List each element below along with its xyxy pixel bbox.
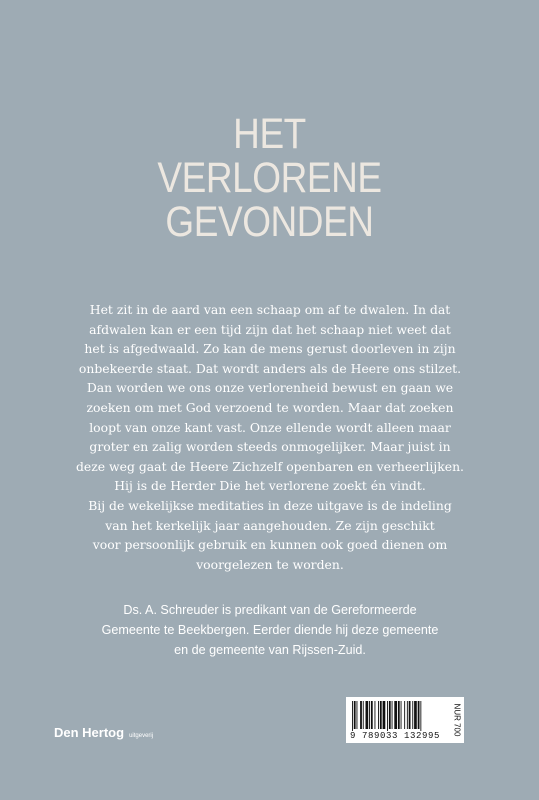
barcode-bar: [394, 701, 397, 729]
isbn-barcode: [346, 697, 450, 743]
publisher-subtitle: uitgeverij: [129, 733, 154, 739]
blurb-line: Dan worden we ons onze verlorenheid bewust en gaan we: [86, 380, 454, 396]
blurb-line: afdwalen kan er een tijd zijn dat het schaap niet weet dat: [89, 321, 451, 337]
barcode-bar: [387, 701, 388, 731]
blurb-line: zoeken om met God verzoend te worden. Maar dat zoeken: [86, 399, 454, 415]
blurb-line: loopt van onze kant vast. Onze ellende wordt alleen maar: [89, 419, 451, 435]
author-line: Ds. A. Schreuder is predikant van de Gereformeerde: [123, 603, 417, 617]
blurb-line: van het kerkelijk jaar aangehouden. Ze zijn geschikt: [105, 517, 435, 533]
barcode-bar: [383, 701, 386, 729]
book-title: [38, 112, 502, 244]
publisher-name: Den Hertog: [54, 725, 125, 740]
title-line-1: HET: [233, 110, 306, 158]
barcode-bar: [420, 701, 421, 731]
isbn-number: 9 789033 132995: [350, 731, 441, 741]
barcode-bar: [360, 701, 362, 729]
barcode-bar: [378, 701, 379, 729]
barcode-bar: [352, 701, 353, 731]
author-line: Gemeente te Beekbergen. Eerder diende hij deze gemeente: [101, 623, 439, 637]
blurb-line: voorgelezen te worden.: [196, 556, 344, 572]
barcode-bar: [418, 701, 420, 729]
publisher-logo: [54, 725, 153, 740]
barcode-bars-icon: [346, 697, 450, 731]
title-line-2: VERLORENE: [157, 154, 382, 202]
barcode-bar: [404, 701, 405, 729]
barcode-bar: [409, 701, 411, 729]
blurb-line: onbekeerde staat. Dat wordt anders als de Heere ons stilzet.: [78, 360, 462, 376]
blurb-line: Het zit in de aard van een schaap om af te dwalen. In dat: [89, 302, 451, 317]
blurb-line: Bij de wekelijkse meditaties in deze uitgave is de indeling: [88, 497, 452, 513]
barcode-bar: [357, 701, 358, 729]
title-line-3: GEVONDEN: [165, 198, 374, 246]
author-bio: [60, 600, 480, 660]
blurb-line: deze weg gaat de Heere Zichzelf openbaren en verheerlijken.: [75, 458, 464, 474]
barcode-bar: [354, 701, 356, 729]
barcode-bar: [412, 701, 413, 729]
barcode-bar: [407, 701, 408, 729]
author-line: en de gemeente van Rijssen-Zuid.: [174, 643, 366, 657]
barcode-bar: [414, 701, 417, 729]
barcode-bar: [398, 701, 400, 729]
barcode-bar: [389, 701, 391, 729]
barcode-bar: [375, 701, 376, 729]
barcode-bar: [363, 701, 364, 729]
blurb-text: [60, 300, 480, 574]
blurb-line: Hij is de Herder Die het verlorene zoekt én vindt.: [114, 478, 426, 494]
barcode-bar: [369, 701, 370, 729]
blurb-line: groter en zalig worden steeds onmogelijker. Maar juist in: [89, 439, 451, 455]
nur-code: NUR 700: [452, 703, 462, 737]
barcode-bar: [366, 701, 369, 729]
blurb-line: het is afgedwaald. Zo kan de mens gerust doorleven in zijn: [84, 341, 456, 357]
barcode-bar: [380, 701, 382, 729]
barcode-bar: [392, 701, 393, 729]
barcode-bar: [371, 701, 373, 729]
blurb-line: voor persoonlijk gebruik en kunnen ook goed dienen om: [92, 537, 448, 553]
barcode-bar: [401, 701, 402, 729]
nur-code-box: [450, 697, 464, 743]
